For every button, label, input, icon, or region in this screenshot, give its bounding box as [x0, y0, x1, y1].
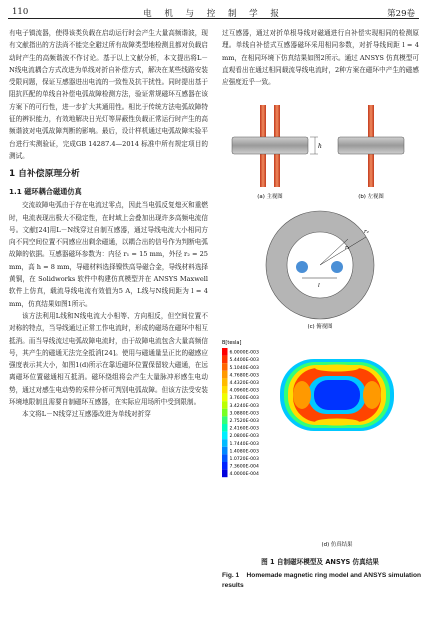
figure-caption-en	[218, 571, 422, 591]
body-paragraph: 该方法利用L线和N线电流大小相等、方向相反，但空间位置不对称的特点，当导线通过正常工作电流时，形成的磁场在磁环中相互抵消。而当导线流过电弧故障电流时，由于故障电流包含大量高频信号，其产生的磁通无法完全抵消[24]。使用与磁通量呈正比的磁感应强度表示其大小，如图1(d)所示在靠近磁环位置保留较大磁通，在远离磁环位置磁通相互抵消。磁环绕组将会产生大量脉冲形感生电动势，通过对感生电动势的采样分析可判别电弧故障。但该方法受安装环境地限制且需要自制磁环互感器，在实际应用场所中受到限制。	[9, 311, 208, 407]
legend-swatch	[222, 401, 228, 409]
label-l: l	[318, 283, 320, 289]
legend-value: 1.4080E-003	[229, 449, 259, 455]
legend-value: 7.3600E-004	[229, 464, 259, 470]
legend-value: 4.7680E-003	[229, 373, 259, 379]
legend-swatch	[222, 439, 228, 447]
legend-swatch	[222, 348, 228, 356]
legend-swatch	[222, 409, 228, 417]
legend-value: 6.0000E-003	[229, 350, 259, 356]
legend-swatch	[222, 447, 228, 455]
legend-value: 1.7440E-003	[229, 441, 259, 447]
figure-1-svg	[218, 97, 422, 552]
legend-title: B[tesla]	[222, 340, 242, 346]
legend-value: 4.0000E-004	[229, 472, 259, 478]
legend-swatch	[222, 363, 228, 371]
figure-1	[218, 97, 422, 552]
legend-swatch	[222, 394, 228, 402]
cool-zone-top	[315, 365, 359, 372]
legend-value: 2.0800E-003	[229, 434, 259, 440]
top-view	[266, 211, 374, 330]
legend-value: 3.0880E-003	[229, 411, 259, 417]
body-paragraph: 过互感器，通过对折单根导线对磁通进行自补偿实现相同的检测原理。单线自补偿式互感器磁环采用相同参数，对折导线间距 l = 4 mm，在相同环境下仿真结果如图2所示。通过 ANSYS 仿真模型可直观看出在通过相同载流导线电流时，2种方案在磁环中产生的磁感应强度近乎一致。	[222, 29, 419, 87]
figure-number-en: Fig. 1	[222, 572, 240, 579]
header-rule	[8, 18, 419, 19]
wire-l-section	[296, 261, 308, 273]
volume-label: 第29卷	[387, 9, 415, 19]
page-number: 110	[12, 7, 29, 17]
legend-swatch	[222, 454, 228, 462]
subsection-heading: 1.1 磁环耦合磁通仿真	[9, 187, 82, 197]
cool-zone-bottom	[315, 419, 359, 426]
legend-value: 2.4160E-003	[229, 426, 259, 432]
ring-side-b	[338, 137, 404, 154]
body-paragraph: 交流故障电弧由于存在电流过零点，因此当电弧反复熄灭和重燃时，电流表现出极大不稳定性，在时域上会叠加出现许多高频电流信号。文献[24]用L－N线穿过自制互感器，通过导线电流大小相同方向不同空间位置不同感应出剩余磁通，以耦合出的信号作为判断电弧故障的依据。互感器磁环参数为：内径 r₁ = 15 mm，外径 r₂ = 25 mm，高 h = 8 mm，导磁材料选择镍铁高导磁合金，导线材料选择黄铜，在 Solidworks 软件中构建仿真模型并在 ANSYS Maxwell 软件上仿真，载流导线电流有效值为5 A，L线与N线间距为 l = 4 mm，仿真结果如图1所示。	[9, 201, 209, 308]
section-heading: 1 自补偿原理分析	[9, 169, 80, 180]
legend-swatch	[222, 371, 228, 379]
legend-value: 5.1040E-003	[229, 365, 259, 371]
subcaption-c: (c) 俯视图	[307, 324, 333, 330]
left-view	[338, 105, 404, 200]
subcaption-b: (b) 左视图	[358, 194, 384, 200]
legend-swatch	[222, 432, 228, 440]
figure-title-en: Homemade magnetic ring model and ANSYS simulation results	[222, 572, 422, 589]
subcaption-d: (d) 仿真结果	[321, 542, 353, 548]
legend-value: 2.7520E-003	[229, 419, 259, 424]
intro-paragraph: 有电子镇流器，使得该类负载在启动运行时会产生大量高频谐波，现有文献指出的方法尚不能完全避过所有故障类型地检测且都对负载启动时产生的高频谐波不作讨论。基于以上文献分析，本文提出将L－N线电流耦合方式改进为单线对折自补偿方式，解决在某些线路安装受限问题，保证互感器进出电流的一致性及抗干扰性。同时提出基于阻抗匹配的单线自补偿电弧故障检测方法，验证常规磁环互感器在该方案下的可行性，进一步扩大其通用性。相比于传统方法电弧故障特征的辨识能力，有效地解决日光灯等屏蔽性负载正常运行时产生的高频谐波对电弧故障判断的影响。最后，设计样机通过电弧故障实验平台进行实测验证，完成GB 14287.4—2014 标准中所有规定项目的测试。	[9, 29, 208, 160]
legend-value: 3.7600E-003	[229, 396, 259, 402]
ring-side	[232, 137, 308, 154]
legend-swatch	[222, 424, 228, 432]
legend-value: 4.0960E-003	[229, 388, 259, 394]
figure-caption-cn: 图 1 自制磁环模型及 ANSYS 仿真结果	[261, 558, 379, 566]
right-column	[222, 27, 419, 88]
legend-value: 4.4320E-003	[229, 381, 259, 386]
hot-zone-left	[293, 381, 311, 409]
legend-swatch	[222, 378, 228, 386]
colorbar-legend	[222, 348, 259, 477]
simulation-result	[222, 340, 394, 548]
subcaption-a: (a) 主视图	[257, 194, 283, 200]
left-column	[9, 27, 208, 421]
field-ring	[280, 359, 394, 431]
legend-swatch	[222, 470, 228, 478]
main-view	[232, 105, 322, 200]
legend-swatch	[222, 356, 228, 364]
label-r1: r₁	[345, 245, 350, 251]
legend-value: 5.4400E-003	[229, 358, 259, 364]
legend-value: 1.0720E-003	[229, 457, 259, 462]
legend-swatch	[222, 386, 228, 394]
legend-swatch	[222, 416, 228, 424]
legend-value: 3.4240E-003	[229, 403, 259, 409]
body-paragraph: 本文将L－N线穿过互感器改进为单线对折穿	[22, 410, 151, 419]
legend-swatch	[222, 462, 228, 470]
label-r2: r₂	[364, 229, 369, 235]
page-header	[4, 5, 423, 19]
field-inner	[314, 380, 360, 410]
hot-zone-right	[363, 381, 381, 409]
label-h: h	[318, 143, 322, 150]
wire-n-section	[331, 261, 343, 273]
journal-title: 电 机 与 控 制 学 报	[143, 9, 284, 19]
